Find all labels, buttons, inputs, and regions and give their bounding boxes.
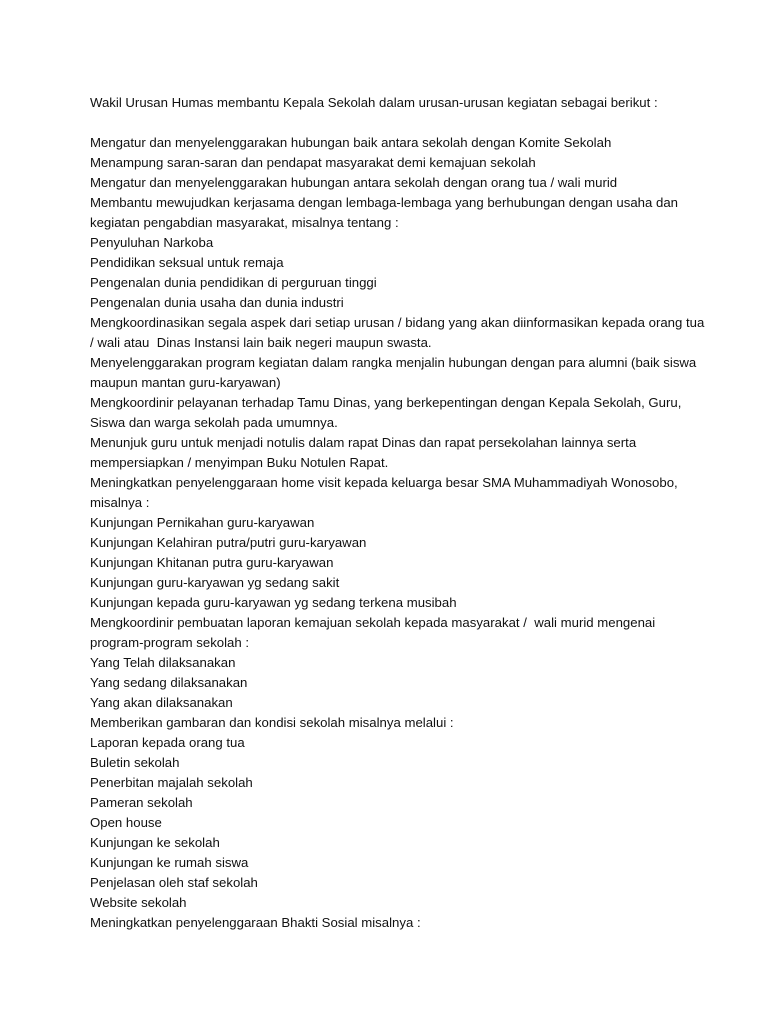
- text-line: Open house: [90, 815, 162, 830]
- text-line: misalnya :: [90, 495, 150, 510]
- text-line: Penyuluhan Narkoba: [90, 235, 214, 250]
- text-line: Website sekolah: [90, 895, 187, 910]
- text-line: Pendidikan seksual untuk remaja: [90, 255, 284, 270]
- text-line: kegiatan pengabdian masyarakat, misalnya tentang :: [90, 215, 399, 230]
- text-line: Pameran sekolah: [90, 795, 193, 810]
- text-line: Pengenalan dunia pendidikan di perguruan tinggi: [90, 275, 377, 290]
- text-line: Kunjungan Pernikahan guru-karyawan: [90, 515, 315, 530]
- text-line: maupun mantan guru-karyawan): [90, 375, 281, 390]
- text-line: mempersiapkan / menyimpan Buku Notulen Rapat.: [90, 455, 389, 470]
- text-line: Meningkatkan penyelenggaraan home visit kepada keluarga besar SMA Muhammadiyah Wonosobo,: [90, 475, 678, 490]
- intro-paragraph: Wakil Urusan Humas membantu Kepala Sekolah dalam urusan-urusan kegiatan sebagai berikut :: [90, 95, 658, 110]
- text-line: Memberikan gambaran dan kondisi sekolah misalnya melalui :: [90, 715, 454, 730]
- document-lines: [90, 133, 730, 933]
- blank-line: [90, 113, 730, 133]
- text-line: Yang sedang dilaksanakan: [90, 675, 248, 690]
- text-line: Kunjungan Kelahiran putra/putri guru-karyawan: [90, 535, 367, 550]
- text-line: Kunjungan ke rumah siswa: [90, 855, 249, 870]
- text-line: Yang Telah dilaksanakan: [90, 655, 236, 670]
- text-line: Buletin sekolah: [90, 755, 180, 770]
- text-line: Kunjungan kepada guru-karyawan yg sedang terkena musibah: [90, 595, 457, 610]
- text-line: Mengkoordinasikan segala aspek dari setiap urusan / bidang yang akan diinformasikan kepada orang tua: [90, 315, 705, 330]
- text-line: Pengenalan dunia usaha dan dunia industri: [90, 295, 344, 310]
- text-line: Kunjungan ke sekolah: [90, 835, 220, 850]
- text-line: Menunjuk guru untuk menjadi notulis dalam rapat Dinas dan rapat persekolahan lainnya serta: [90, 435, 637, 450]
- text-line: Mengatur dan menyelenggarakan hubungan antara sekolah dengan orang tua / wali murid: [90, 175, 618, 190]
- text-line: program-program sekolah :: [90, 635, 250, 650]
- text-line: Penerbitan majalah sekolah: [90, 775, 253, 790]
- text-line: Penjelasan oleh staf sekolah: [90, 875, 258, 890]
- text-line: Meningkatkan penyelenggaraan Bhakti Sosial misalnya :: [90, 915, 421, 930]
- text-line: / wali atau Dinas Instansi lain baik negeri maupun swasta.: [90, 335, 432, 350]
- text-line: Siswa dan warga sekolah pada umumnya.: [90, 415, 338, 430]
- text-line: Membantu mewujudkan kerjasama dengan lembaga-lembaga yang berhubungan dengan usaha dan: [90, 195, 678, 210]
- text-line: Mengatur dan menyelenggarakan hubungan baik antara sekolah dengan Komite Sekolah: [90, 135, 612, 150]
- text-line: Mengkoordinir pembuatan laporan kemajuan sekolah kepada masyarakat / wali murid mengenai: [90, 615, 656, 630]
- text-line: Menyelenggarakan program kegiatan dalam rangka menjalin hubungan dengan para alumni (baik siswa: [90, 355, 697, 370]
- text-line: Mengkoordinir pelayanan terhadap Tamu Dinas, yang berkepentingan dengan Kepala Sekolah, Guru,: [90, 395, 682, 410]
- text-line: Yang akan dilaksanakan: [90, 695, 233, 710]
- text-line: Kunjungan guru-karyawan yg sedang sakit: [90, 575, 340, 590]
- text-line: Kunjungan Khitanan putra guru-karyawan: [90, 555, 334, 570]
- document-body: [90, 93, 730, 933]
- text-line: Laporan kepada orang tua: [90, 735, 245, 750]
- text-line: Menampung saran-saran dan pendapat masyarakat demi kemajuan sekolah: [90, 155, 536, 170]
